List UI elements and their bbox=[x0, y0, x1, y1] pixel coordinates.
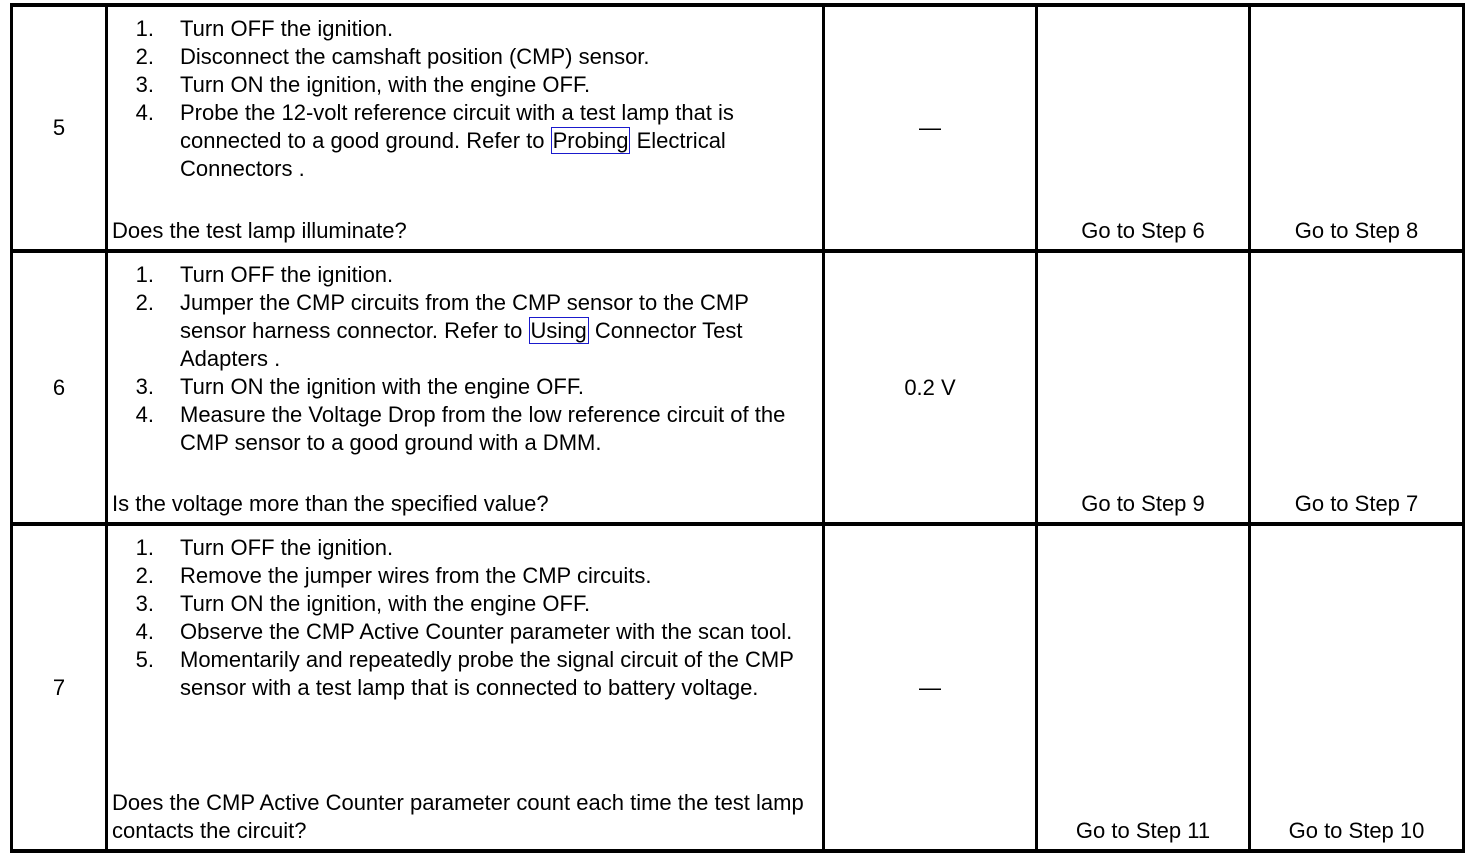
no-action: Go to Step 8 bbox=[1250, 5, 1464, 251]
step-number: 5 bbox=[12, 5, 107, 251]
table-row bbox=[12, 5, 1464, 251]
question-text: Does the CMP Active Counter parameter count each time the test lamp contacts the circuit? bbox=[112, 790, 804, 843]
yes-action: Go to Step 6 bbox=[1037, 5, 1250, 251]
action-cell bbox=[107, 251, 824, 524]
action-item: 2. Jumper the CMP circuits from the CMP sensor to the CMP sensor harness connector. Refer to Using Connector Test Adapters . bbox=[135, 290, 749, 371]
action-item: 4. Measure the Voltage Drop from the low reference circuit of the CMP sensor to a good ground with a DMM. bbox=[135, 402, 786, 455]
action-cell bbox=[107, 5, 824, 251]
step-number: 7 bbox=[12, 524, 107, 851]
no-action: Go to Step 7 bbox=[1250, 251, 1464, 524]
action-item: 2. Remove the jumper wires from the CMP circuits. bbox=[135, 563, 652, 588]
action-list bbox=[108, 253, 822, 457]
using-link[interactable]: Using bbox=[530, 318, 587, 343]
action-item: 1. Turn OFF the ignition. bbox=[135, 262, 394, 287]
diagnostic-table bbox=[10, 3, 1465, 853]
no-action: Go to Step 10 bbox=[1250, 524, 1464, 851]
table-row bbox=[12, 251, 1464, 524]
yes-action: Go to Step 11 bbox=[1037, 524, 1250, 851]
value-cell: 0.2 V bbox=[824, 251, 1037, 524]
value-cell: — bbox=[824, 5, 1037, 251]
probing-link[interactable]: Probing bbox=[552, 128, 629, 153]
question-text: Does the test lamp illuminate? bbox=[112, 218, 407, 243]
action-list bbox=[108, 526, 822, 702]
action-list bbox=[108, 7, 822, 183]
action-item: 4. Probe the 12-volt reference circuit with a test lamp that is connected to a good ground. Refer to Probing Electrical Connectors . bbox=[135, 100, 734, 181]
action-cell bbox=[107, 524, 824, 851]
action-item: 5. Momentarily and repeatedly probe the signal circuit of the CMP sensor with a test lamp that is connected to battery voltage. bbox=[135, 647, 794, 700]
action-item: 2. Disconnect the camshaft position (CMP) sensor. bbox=[135, 44, 650, 69]
step-number: 6 bbox=[12, 251, 107, 524]
action-item: 3. Turn ON the ignition, with the engine OFF. bbox=[135, 72, 591, 97]
action-item: 4. Observe the CMP Active Counter parameter with the scan tool. bbox=[135, 619, 793, 644]
action-item: 3. Turn ON the ignition, with the engine OFF. bbox=[135, 591, 591, 616]
action-item: 3. Turn ON the ignition with the engine OFF. bbox=[135, 374, 584, 399]
table-row bbox=[12, 524, 1464, 851]
action-item: 1. Turn OFF the ignition. bbox=[135, 535, 394, 560]
value-cell: — bbox=[824, 524, 1037, 851]
yes-action: Go to Step 9 bbox=[1037, 251, 1250, 524]
action-item: 1. Turn OFF the ignition. bbox=[135, 16, 394, 41]
question-text: Is the voltage more than the specified value? bbox=[112, 491, 549, 516]
